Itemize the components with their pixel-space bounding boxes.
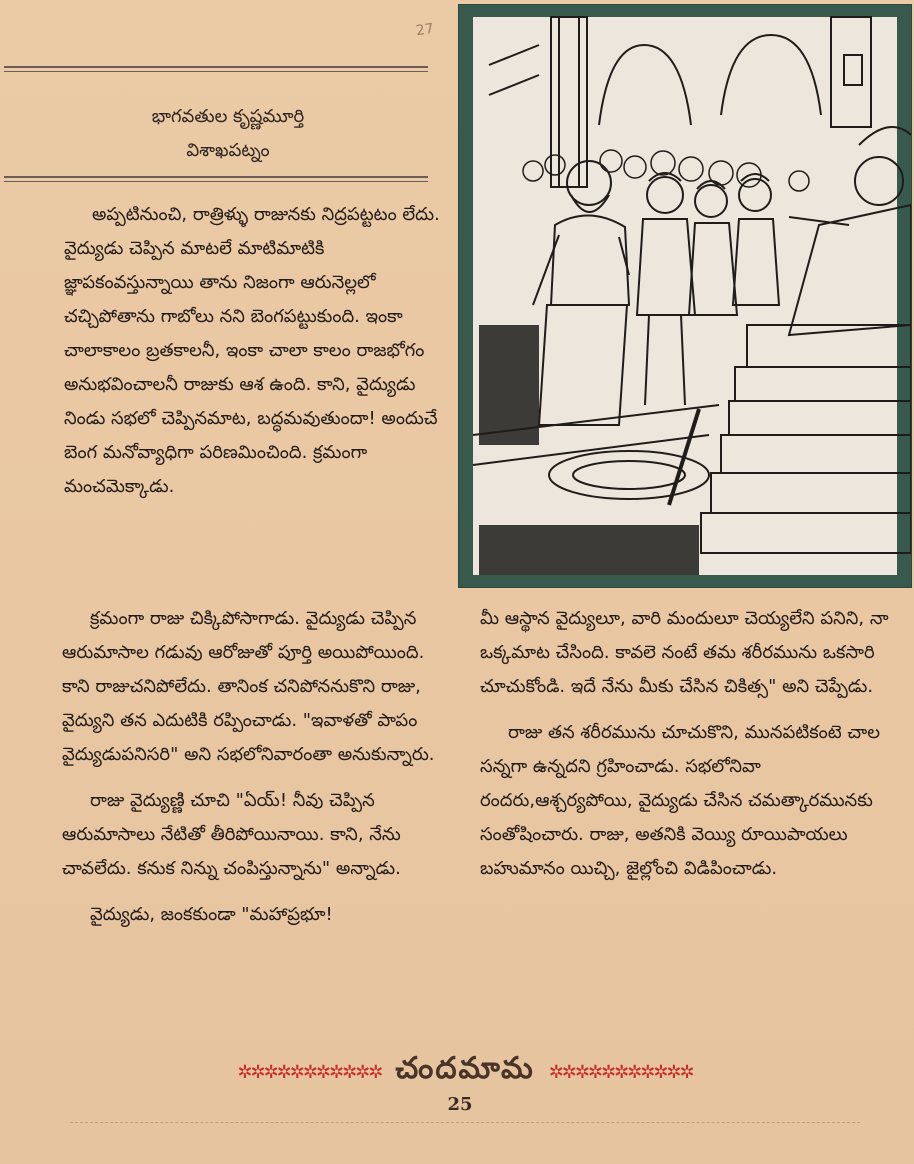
header-top-rule-inner <box>4 71 428 72</box>
page-number: 25 <box>447 1094 473 1115</box>
paragraph: రాజు తన శరీరమును చూచుకొని, మునపటికంటె చాల సన్నగా ఉన్నదని గ్రహించాడు. సభలోనివా రందరు,ఆశ్చర్యపోయి, వైద్యుడు చేసిన చమత్కారమునకు సంతోషించారు. రాజు, అతనికి వెయ్యి రూయిపాయలు బహుమానం యిచ్చి, జైల్లోంచి విడిపించాడు. <box>480 722 880 879</box>
author-place: విశాఖపట్నం <box>186 140 270 161</box>
text-column-left-bottom <box>62 602 454 944</box>
paragraph: మీ ఆస్థాన వైద్యులూ, వారి మందులూ చెయ్యలేని పనిని, నా ఒక్కమాట చేసింది. కావలె నంటే తమ శరీరమును ఒకసారి చూచుకోండి. ఇదే నేను మీకు చేసిన చికిత్స" అని చెప్పేడు. <box>480 608 889 697</box>
text-column-left-top <box>64 198 452 516</box>
court-scene-drawing <box>459 5 911 587</box>
page-footer <box>70 1052 860 1092</box>
header-bottom-rule-inner <box>4 181 428 182</box>
magazine-title: చందమామ <box>395 1051 535 1086</box>
author-byline <box>118 100 338 168</box>
header-top-rule <box>4 66 428 68</box>
illustrator-signature: C. NETI <box>854 562 887 572</box>
page-mark: 27 <box>414 20 435 40</box>
paragraph: క్రమంగా రాజు చిక్కిపోసాగాడు. వైద్యుడు చెప్పిన ఆరుమాసాల గడువు ఆరోజుతో పూర్తి అయిపోయింది. కాని రాజుచనిపోలేదు. తానింక చనిపోననుకొని రాజు, వైద్యుని తన ఎదుటికి రప్పించాడు. "ఇవాళతో పాపం వైద్యుడుపనిసరి" అని సభలోనివారంతా అనుకున్నారు. <box>62 608 435 765</box>
star-border-right: ✲✲✲✲✲✲✲✲✲✲✲ <box>548 1061 693 1083</box>
bottom-rule <box>70 1122 860 1123</box>
text-column-right <box>480 602 900 898</box>
header-bottom-rule <box>4 176 428 178</box>
paragraph: రాజు వైద్యుణ్ణి చూచి "ఏయ్! నీవు చెప్పిన ఆరుమాసాలు నేటితో తీరిపోయినాయి. కాని, నేను చావలేదు. కనుక నిన్ను చంపిస్తున్నాను" అన్నాడు. <box>62 790 401 879</box>
story-illustration <box>458 4 912 588</box>
paragraph: అప్పటినుంచి, రాత్రిళ్ళు రాజునకు నిద్రపట్టటం లేదు. వైద్యుడు చెప్పిన మాటలే మాటిమాటికి జ్ఞాపకంవస్తున్నాయి తాను నిజంగా ఆరునెల్లలో చచ్చిపోతాను గాబోలు నని బెంగపట్టుకుంది. ఇంకా చాలాకాలం బ్రతకాలనీ, ఇంకా చాలా కాలం రాజభోగం అనుభవించాలనీ రాజుకు ఆశ ఉంది. కాని, వైద్యుడు నిండు సభలో చెప్పినమాట, బద్ధమవుతుందా! అందుచే బెంగ మనోవ్యాధిగా పరిణమించింది. క్రమంగా మంచమెక్కాడు. <box>64 204 440 497</box>
paragraph: వైద్యుడు, జంకకుండా "మహాప్రభూ! <box>90 904 333 925</box>
star-border-left: ✲✲✲✲✲✲✲✲✲✲✲ <box>237 1061 382 1083</box>
author-name: భాగవతుల కృష్ణమూర్తి <box>151 106 305 127</box>
